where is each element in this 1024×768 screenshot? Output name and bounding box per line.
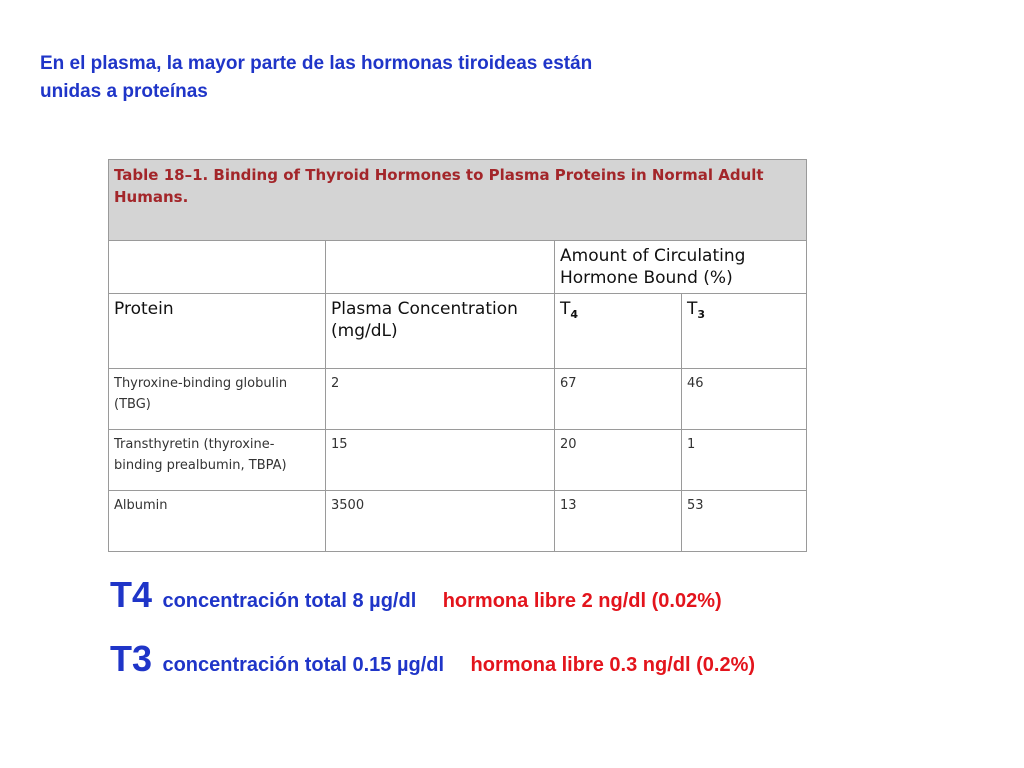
t3-note [110, 638, 755, 680]
table-row [109, 369, 807, 430]
cell-t4: 67 [555, 369, 682, 430]
header-t3 [682, 294, 807, 369]
t3-label: T3 [110, 638, 153, 679]
header-t3-letter: T [687, 299, 698, 319]
cell-t3: 46 [682, 369, 807, 430]
cell-plasma: 3500 [326, 491, 555, 552]
t4-note [110, 574, 722, 616]
empty-cell [109, 241, 326, 294]
header-t4-subscript: 4 [570, 308, 579, 321]
binding-table [108, 159, 807, 552]
cell-t4: 20 [555, 430, 682, 491]
t4-total-concentration: concentración total 8 µg/dl [162, 590, 417, 612]
cell-protein: Transthyretin (thyroxine-binding prealbumin, TBPA) [109, 430, 326, 491]
t3-free-hormone: hormona libre 0.3 ng/dl (0.2%) [470, 654, 756, 676]
t4-free-hormone: hormona libre 2 ng/dl (0.02%) [442, 590, 722, 612]
cell-protein: Thyroxine-binding globulin (TBG) [109, 369, 326, 430]
header-protein: Protein [109, 294, 326, 369]
t3-total-concentration: concentración total 0.15 µg/dl [162, 654, 445, 676]
cell-t3: 1 [682, 430, 807, 491]
cell-t3: 53 [682, 491, 807, 552]
heading-line-1: En el plasma, la mayor parte de las hormonas tiroideas están [40, 53, 593, 74]
cell-plasma: 2 [326, 369, 555, 430]
group-header: Amount of Circulating Hormone Bound (%) [555, 241, 807, 294]
binding-table-container [108, 159, 807, 552]
header-t4 [555, 294, 682, 369]
table-row [109, 491, 807, 552]
header-plasma-concentration: Plasma Concentration (mg/dL) [326, 294, 555, 369]
table-caption: Table 18–1. Binding of Thyroid Hormones to Plasma Proteins in Normal Adult Humans. [109, 160, 807, 241]
cell-protein: Albumin [109, 491, 326, 552]
t4-label: T4 [110, 574, 153, 615]
cell-plasma: 15 [326, 430, 555, 491]
empty-cell [326, 241, 555, 294]
slide-heading [40, 50, 840, 106]
header-t4-letter: T [560, 299, 571, 319]
header-t3-subscript: 3 [697, 308, 706, 321]
heading-line-2: unidas a proteínas [40, 81, 208, 102]
table-row [109, 430, 807, 491]
cell-t4: 13 [555, 491, 682, 552]
